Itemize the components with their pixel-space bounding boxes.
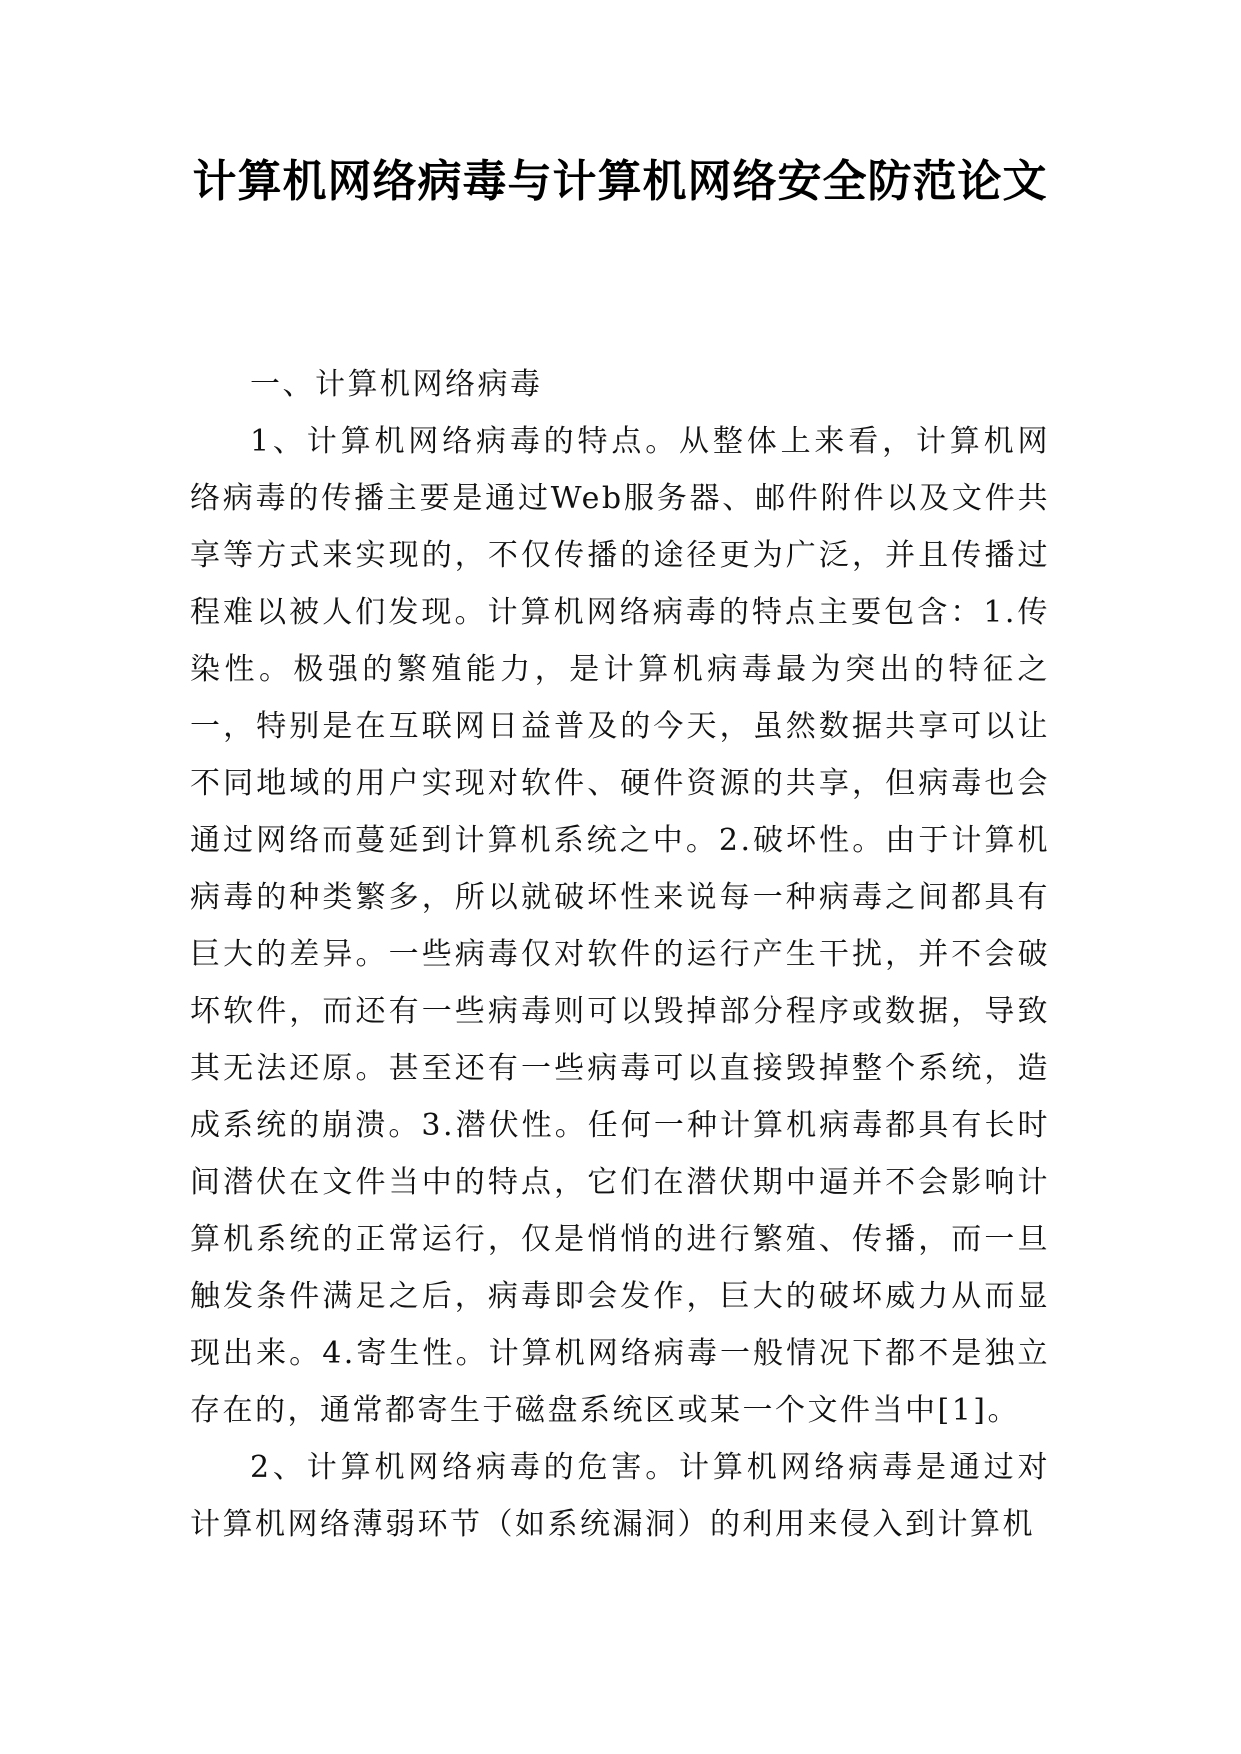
- document-title: 计算机网络病毒与计算机网络安全防范论文: [192, 156, 1048, 207]
- document-body: [190, 356, 1050, 1553]
- paragraph-virus-characteristics: 1、计算机网络病毒的特点。从整体上来看，计算机网络病毒的传播主要是通过Web服务器、邮件附件以及文件共享等方式来实现的，不仅传播的途径更为广泛，并且传播过程难以被人们发现。计算机网络病毒的特点主要包含：1.传染性。极强的繁殖能力，是计算机病毒最为突出的特征之一，特别是在互联网日益普及的今天，虽然数据共享可以让不同地域的用户实现对软件、硬件资源的共享，但病毒也会通过网络而蔓延到计算机系统之中。2.破坏性。由于计算机病毒的种类繁多，所以就破坏性来说每一种病毒之间都具有巨大的差异。一些病毒仅对软件的运行产生干扰，并不会破坏软件，而还有一些病毒则可以毁掉部分程序或数据，导致其无法还原。甚至还有一些病毒可以直接毁掉整个系统，造成系统的崩溃。3.潜伏性。任何一种计算机病毒都具有长时间潜伏在文件当中的特点，它们在潜伏期中逼并不会影响计算机系统的正常运行，仅是悄悄的进行繁殖、传播，而一旦触发条件满足之后，病毒即会发作，巨大的破坏威力从而显现出来。4.寄生性。计算机网络病毒一般情况下都不是独立存在的，通常都寄生于磁盘系统区或某一个文件当中[1]。: [190, 424, 1050, 1428]
- section-heading: 一、计算机网络病毒: [250, 367, 543, 402]
- paragraph-virus-harm: 2、计算机网络病毒的危害。计算机网络病毒是通过对计算机网络薄弱环节（如系统漏洞）的利用来侵入到计算机: [190, 1450, 1050, 1542]
